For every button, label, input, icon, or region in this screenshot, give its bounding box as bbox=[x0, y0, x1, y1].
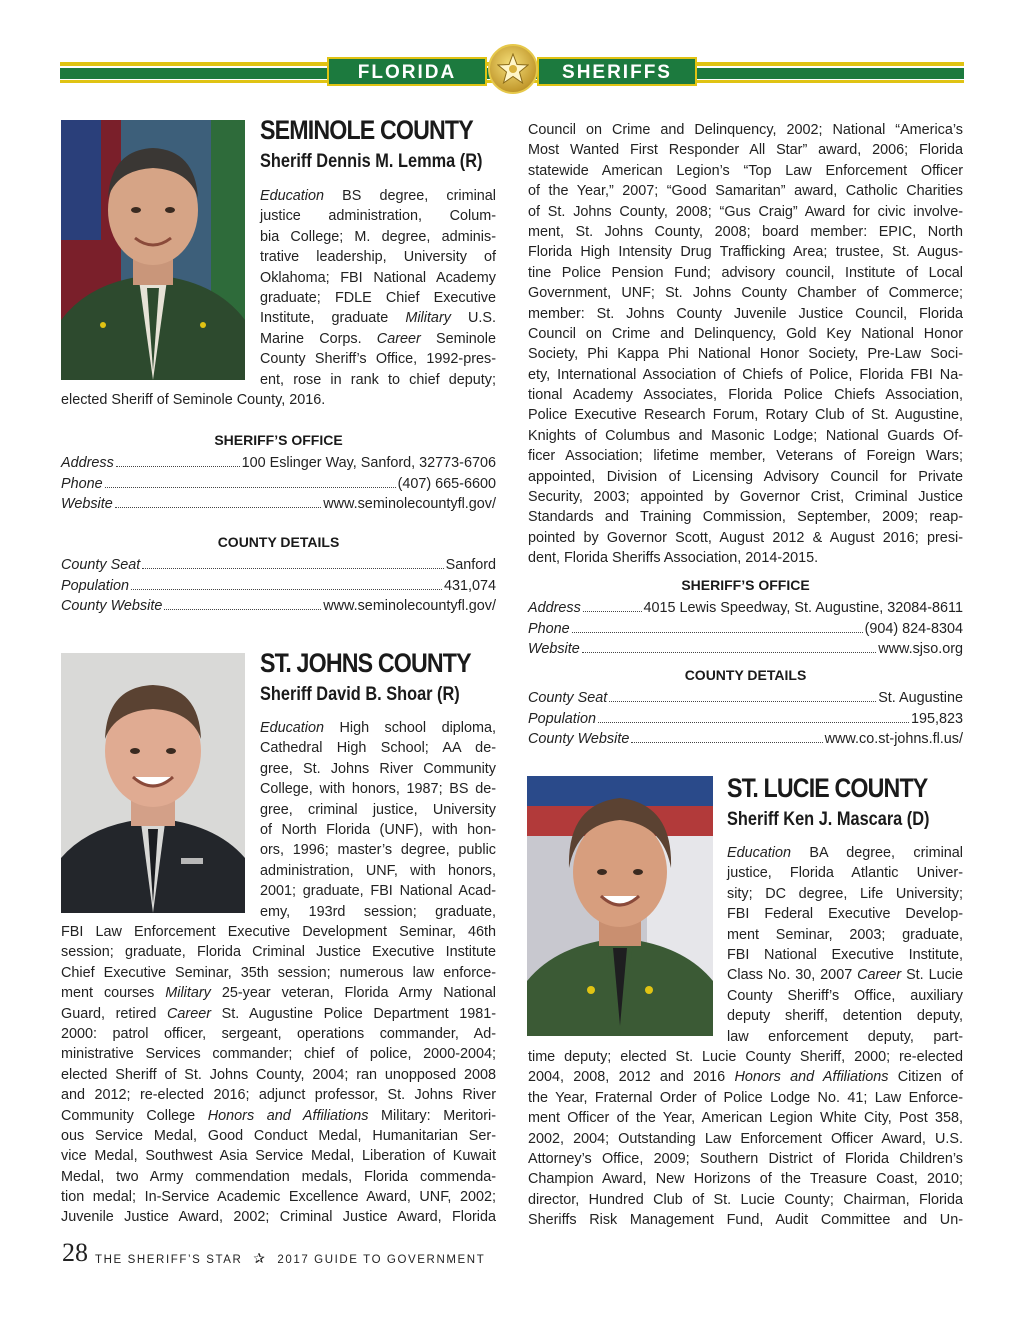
seminole-bio-line: graduate; FDLE Chief Executive bbox=[260, 289, 496, 306]
stjohns-bio-line: 2001; graduate, FBI National Acad- bbox=[260, 883, 496, 900]
seminole-county-label: County Seat bbox=[61, 557, 141, 573]
dot-leader bbox=[142, 554, 443, 569]
seminole-bio-line: trative leadership, University of bbox=[260, 249, 496, 266]
seminole-office-value: www.seminolecountyfl.gov/ bbox=[323, 496, 496, 512]
stjohns-bio-tail-line: FBI Law Enforcement Executive Development Seminar, 46th bbox=[61, 924, 496, 940]
seminole-office-row bbox=[61, 493, 496, 513]
seminole-county-row bbox=[61, 575, 496, 595]
footer-publication bbox=[95, 1250, 485, 1267]
stjohns-bio-cont-line: Security, 2003; appointed by Governor Crist, Criminal Justice bbox=[528, 489, 963, 506]
stjohns-office-value: 4015 Lewis Speedway, St. Augustine, 32084-8611 bbox=[643, 600, 963, 616]
stjohns-county-title: ST. JOHNS COUNTY bbox=[260, 648, 471, 678]
stjohns-bio-cont-line: appointed, Division of Licensing Advisory Council for Private bbox=[528, 468, 963, 485]
seminole-office-value: 100 Eslinger Way, Sanford, 32773-6706 bbox=[241, 455, 496, 471]
banner-label-florida: FLORIDA bbox=[327, 57, 487, 86]
stjohns-office-value: (904) 824-8304 bbox=[864, 620, 963, 637]
seminole-bio-line: justice administration, Colum- bbox=[260, 208, 496, 225]
stjohns-bio-tail-line: vice Medal, Southwest Asia Service Medal, Liberation of Kuwait bbox=[61, 1148, 496, 1165]
footer-guide-title: 2017 GUIDE TO GOVERNMENT bbox=[277, 1254, 486, 1266]
stjohns-bio-cont-line: Standards and Training Commission, September, 2009; reap- bbox=[528, 509, 963, 526]
stjohns-county-label: County Seat bbox=[528, 690, 608, 706]
stjohns-bio bbox=[260, 718, 496, 922]
stjohns-bio-cont-line: Council on Crime and Delinquency, Gold Key National Honor bbox=[528, 325, 963, 342]
dot-leader bbox=[116, 452, 240, 467]
seminole-bio-line: ent, rose in rank to chief deputy; bbox=[260, 371, 496, 388]
stjohns-bio-cont-line: ficer Association; lifetime member, Veterans of Foreign Wars; bbox=[528, 448, 963, 465]
stjohns-office-value: www.sjso.org bbox=[878, 641, 963, 657]
stlucie-bio-tail-line: 2004, 2008, 2012 and 2016 Honors and Affiliations Citizen of bbox=[528, 1069, 963, 1086]
stjohns-bio-line: of North Florida (UNF), with hon- bbox=[260, 821, 496, 838]
seminole-county-value: 431,074 bbox=[443, 577, 496, 594]
stjohns-office-row bbox=[528, 618, 963, 638]
stlucie-sheriff-photo bbox=[527, 776, 713, 1036]
dot-leader bbox=[583, 597, 642, 612]
stlucie-bio-line: County Sheriff’s Office, auxiliary bbox=[727, 987, 963, 1004]
stjohns-bio-cont-line: ety, International Association of Chiefs of Police, Florida FBI Na- bbox=[528, 366, 963, 383]
stjohns-bio-tail-line: elected Sheriff of St. Johns County, 2004; ran unopposed 2008 bbox=[61, 1066, 496, 1083]
seminole-office-label: Website bbox=[61, 496, 113, 512]
seminole-county-heading: COUNTY DETAILS bbox=[217, 534, 340, 550]
stlucie-bio-tail bbox=[528, 1047, 963, 1231]
stjohns-office-heading: SHERIFF’S OFFICE bbox=[681, 577, 810, 593]
stjohns-bio-tail-line: ministrative Services commander; chief of police, 2000-2004; bbox=[61, 1046, 496, 1063]
stjohns-bio-cont-line: statewide American Legion’s “Top Law Enforcement Officer bbox=[528, 162, 963, 179]
seminole-county-row bbox=[61, 595, 496, 615]
stlucie-sheriff-name: Sheriff Ken J. Mascara (D) bbox=[727, 809, 930, 830]
stjohns-bio-cont-line: Knights of Columbus and Masonic Lodge; National Guards Of- bbox=[528, 427, 963, 444]
stlucie-bio-line: Education BA degree, criminal bbox=[727, 845, 963, 861]
stjohns-county-label: Population bbox=[528, 710, 597, 727]
stjohns-bio-cont-line: tine Police Pension Fund; advisory council, Institute of Local bbox=[528, 264, 963, 281]
stjohns-bio-cont-line: Most Wanted First Responder All Star” award, 2006; Florida bbox=[528, 142, 963, 159]
stjohns-bio-line: Education High school diploma, bbox=[260, 720, 496, 736]
stjohns-bio-line: Cathedral High School; AA de- bbox=[260, 740, 496, 757]
stjohns-bio-tail-line: and 2012; re-elected 2016; adjunct professor, St. Johns River bbox=[61, 1087, 496, 1104]
seminole-bio-line: Institute, graduate Military U.S. bbox=[260, 310, 496, 327]
stjohns-bio-cont-line: Florida High Intensity Drug Trafficking Area; trustee, St. Augus- bbox=[528, 244, 963, 261]
stjohns-bio-tail-line: ous Service Medal, Good Conduct Medal, Humanitarian Ser- bbox=[61, 1127, 496, 1144]
stjohns-bio-tail-line: ment courses Military 25-year veteran, Florida Army National bbox=[61, 985, 496, 1002]
seminole-office-heading: SHERIFF’S OFFICE bbox=[214, 432, 343, 448]
stjohns-bio-tail-line: Guard, retired Career St. Augustine Police Department 1981- bbox=[61, 1005, 497, 1022]
seminole-bio bbox=[260, 186, 496, 390]
stjohns-bio-cont-line: ment, St. Johns County, 2008; board member: EPIC, North bbox=[528, 223, 963, 240]
stjohns-county-value: St. Augustine bbox=[878, 690, 963, 706]
stjohns-bio-cont-line: tional Academy Associates, Florida Police Chiefs Association, bbox=[528, 387, 963, 404]
seminole-bio-line: Marine Corps. Career Seminole bbox=[260, 330, 496, 347]
stjohns-bio-cont-line: member: St. Johns County Juvenile Justice Council, Florida bbox=[528, 305, 963, 322]
stlucie-bio-tail-line: ment Officer of the Year, American Legion White City, Post 358, bbox=[528, 1110, 963, 1127]
stjohns-county-value: 195,823 bbox=[910, 710, 963, 727]
stjohns-county-row bbox=[528, 708, 963, 728]
stjohns-bio-cont-line: Government, UNF; St. Johns County Chamber of Commerce; bbox=[528, 285, 963, 302]
page-number: 28 bbox=[62, 1238, 88, 1267]
stjohns-bio-cont-line: dent, Florida Sheriffs Association, 2014-2015. bbox=[528, 550, 819, 567]
stjohns-sheriff-name: Sheriff David B. Shoar (R) bbox=[260, 684, 460, 705]
stjohns-county-row bbox=[528, 728, 963, 748]
stjohns-bio-cont-line: Council on Crime and Delinquency, 2002; National “America’s bbox=[528, 122, 963, 138]
footer-publication-title: THE SHERIFF’S STAR bbox=[95, 1254, 243, 1266]
stjohns-office-label: Website bbox=[528, 641, 580, 657]
seminole-county-label: Population bbox=[61, 577, 130, 594]
stjohns-sheriff-photo bbox=[61, 653, 245, 913]
dot-leader bbox=[609, 687, 876, 702]
stjohns-bio-continued bbox=[528, 120, 963, 569]
stjohns-bio-cont-line: pointed by Governor Scott, August 2012 & August 2016; presi- bbox=[528, 529, 963, 546]
stjohns-bio-tail-line: 2000: patrol officer, sergeant, operations commander, Ad- bbox=[61, 1025, 496, 1042]
stjohns-bio-cont-line: of the Year,” 2007; “Good Samaritan” award, Catholic Charities bbox=[528, 183, 963, 200]
stjohns-bio-line: College, with honors, 1987; BS de- bbox=[260, 781, 496, 798]
stjohns-bio-line: ors, 1996; master’s degree, public bbox=[260, 842, 496, 859]
stlucie-bio bbox=[727, 843, 963, 1047]
stlucie-bio-tail-line: director, Hundred Club of St. Lucie County; Chairman, Florida bbox=[528, 1191, 963, 1208]
stjohns-bio-line: emy, 193rd session; graduate, bbox=[260, 903, 496, 920]
stjohns-county-label: County Website bbox=[528, 731, 630, 747]
dot-leader bbox=[582, 638, 876, 653]
stlucie-bio-tail-line: the Year, Fraternal Order of Police Lodge No. 41; Law Enforce- bbox=[528, 1089, 963, 1106]
stjohns-bio-tail bbox=[61, 922, 496, 1228]
dot-leader bbox=[572, 618, 863, 633]
seminole-bio-line: bia College; M. degree, adminis- bbox=[260, 228, 496, 245]
dot-leader bbox=[115, 493, 322, 508]
seminole-sheriff-photo bbox=[61, 120, 245, 380]
seminole-bio-line: County Sheriff’s Office, 1992-pres- bbox=[260, 351, 496, 368]
stlucie-county-title: ST. LUCIE COUNTY bbox=[727, 773, 928, 803]
stjohns-bio-cont-line: Police Executive Research Forum, Rotary Club of St. Augustine, bbox=[528, 407, 963, 424]
stlucie-bio-line: ment Seminar, 2003; graduate, bbox=[727, 926, 963, 943]
stlucie-bio-tail-line: Sheriffs Risk Management Fund, Audit Committee and Un- bbox=[528, 1212, 963, 1229]
stjohns-bio-tail-line: session; graduate, Florida Criminal Justice Executive Institute bbox=[61, 944, 496, 961]
stlucie-bio-line: Class No. 30, 2007 Career St. Lucie bbox=[727, 967, 964, 984]
dot-leader bbox=[598, 708, 909, 723]
stlucie-bio-line: deputy sheriff, detention deputy, bbox=[727, 1008, 963, 1025]
stjohns-bio-line: administration, UNF, with honors, bbox=[260, 862, 496, 879]
seminole-county-value: www.seminolecountyfl.gov/ bbox=[323, 598, 496, 614]
banner-label-sheriffs: SHERIFFS bbox=[537, 57, 697, 86]
stlucie-bio-line: law enforcement deputy, part- bbox=[727, 1028, 963, 1045]
seminole-county-label: County Website bbox=[61, 598, 163, 614]
sheriff-star-badge-icon bbox=[488, 44, 538, 94]
dot-leader bbox=[131, 575, 442, 590]
footer-star-icon: ✰ bbox=[253, 1250, 267, 1266]
seminole-county-row bbox=[61, 554, 496, 574]
stlucie-bio-tail-line: Attorney’s Office, 2009; Southern District of Florida Children’s bbox=[528, 1150, 963, 1167]
stjohns-bio-tail-line: Medal, two Army commendation medals, Florida commenda- bbox=[61, 1168, 496, 1185]
seminole-bio-line: Education BS degree, criminal bbox=[260, 188, 496, 204]
stjohns-office-label: Phone bbox=[528, 620, 570, 637]
stjohns-bio-tail-line: tion medal; In-Service Academic Excellence Award, UNF, 2002; bbox=[61, 1189, 496, 1206]
stlucie-bio-tail-line: time deputy; elected St. Lucie County Sheriff, 2000; re-elected bbox=[528, 1049, 963, 1065]
stjohns-office-label: Address bbox=[528, 600, 581, 616]
stjohns-bio-tail-line: Community College Honors and Affiliations Military: Meritori- bbox=[61, 1107, 496, 1124]
stlucie-bio-line: sity; DC degree, Life University; bbox=[727, 885, 963, 902]
seminole-sheriff-name: Sheriff Dennis M. Lemma (R) bbox=[260, 151, 483, 172]
seminole-bio-tail: elected Sheriff of Seminole County, 2016. bbox=[61, 392, 326, 408]
stjohns-bio-cont-line: of St. Johns County, 2008; “Gus Craig” Award for civic involve- bbox=[528, 203, 963, 220]
stlucie-bio-line: FBI Federal Executive Develop- bbox=[727, 906, 963, 923]
stlucie-bio-line: FBI National Executive Institute, bbox=[727, 946, 963, 963]
seminole-county-title: SEMINOLE COUNTY bbox=[260, 115, 473, 145]
seminole-office-row bbox=[61, 473, 496, 493]
stjohns-bio-line: gree, St. Johns River Community bbox=[260, 760, 496, 777]
stjohns-bio-cont-line: Society, Phi Kappa Phi National Honor Society, Pre-Law Soci- bbox=[528, 346, 963, 363]
stjohns-bio-line: gree, criminal justice, University bbox=[260, 801, 496, 818]
stjohns-county-row bbox=[528, 687, 963, 707]
stjohns-county-heading: COUNTY DETAILS bbox=[684, 667, 807, 683]
stjohns-office-row bbox=[528, 597, 963, 617]
stlucie-bio-tail-line: 2002, 2004; Outstanding Law Enforcement Officer Award, U.S. bbox=[528, 1130, 963, 1147]
stjohns-bio-tail-line: Juvenile Justice Award, 2002; Criminal Justice Award, Florida bbox=[61, 1209, 496, 1226]
stlucie-bio-tail-line: Champion Award, New Horizons of the Treasure Coast, 2010; bbox=[528, 1171, 963, 1188]
dot-leader bbox=[164, 595, 321, 610]
stlucie-bio-line: justice, Florida Atlantic Univer- bbox=[727, 865, 963, 882]
seminole-bio-line: Oklahoma; FBI National Academy bbox=[260, 269, 496, 286]
seminole-county-value: Sanford bbox=[445, 557, 496, 573]
seminole-office-label: Phone bbox=[61, 475, 103, 492]
seminole-office-label: Address bbox=[61, 455, 114, 471]
dot-leader bbox=[631, 728, 822, 743]
stjohns-county-value: www.co.st-johns.fl.us/ bbox=[824, 731, 963, 747]
seminole-office-value: (407) 665-6600 bbox=[397, 475, 496, 492]
seminole-office-row bbox=[61, 452, 496, 472]
stjohns-office-row bbox=[528, 638, 963, 658]
dot-leader bbox=[105, 473, 396, 488]
stjohns-bio-tail-line: Chief Executive Seminar, 35th session; numerous law enforce- bbox=[61, 964, 496, 981]
